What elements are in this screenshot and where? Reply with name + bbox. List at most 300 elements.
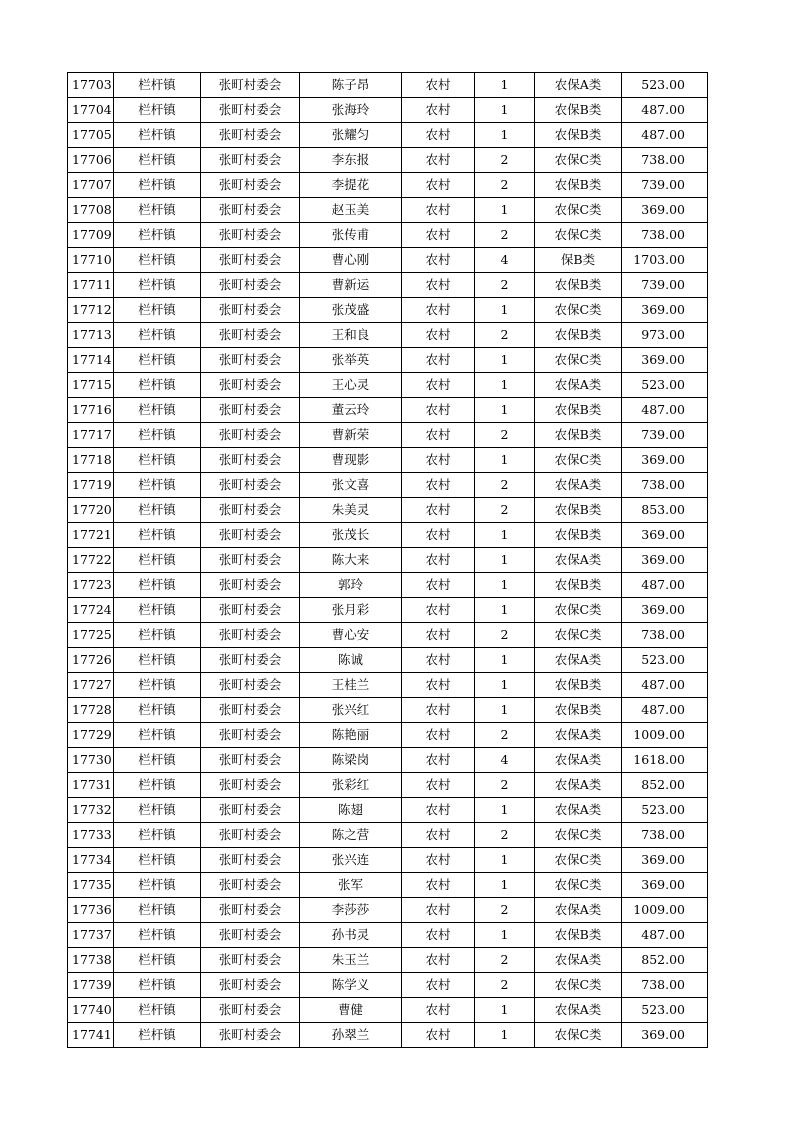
area-type-cell: 农村 [402,448,475,473]
table-row [68,923,708,948]
village-committee-cell: 张町村委会 [201,973,300,998]
area-type-cell: 农村 [402,323,475,348]
name-cell: 曹新运 [300,273,402,298]
village-committee-cell: 张町村委会 [201,623,300,648]
name-cell: 张军 [300,873,402,898]
village-committee-cell: 张町村委会 [201,848,300,873]
village-committee-cell: 张町村委会 [201,373,300,398]
town-cell: 栏杆镇 [114,148,201,173]
name-cell: 曹新荣 [300,423,402,448]
town-cell: 栏杆镇 [114,748,201,773]
household-count-cell: 1 [475,598,535,623]
record-id-cell: 17730 [68,748,114,773]
category-cell: 农保A类 [535,473,622,498]
town-cell: 栏杆镇 [114,673,201,698]
amount-cell: 369.00 [622,1023,708,1048]
table-row [68,823,708,848]
record-id-cell: 17732 [68,798,114,823]
area-type-cell: 农村 [402,848,475,873]
table-row [68,223,708,248]
record-id-cell: 17707 [68,173,114,198]
record-id-cell: 17706 [68,148,114,173]
town-cell: 栏杆镇 [114,398,201,423]
name-cell: 郭玲 [300,573,402,598]
amount-cell: 852.00 [622,773,708,798]
town-cell: 栏杆镇 [114,123,201,148]
name-cell: 陈艳丽 [300,723,402,748]
record-id-cell: 17736 [68,898,114,923]
category-cell: 农保B类 [535,323,622,348]
name-cell: 张耀匀 [300,123,402,148]
table-row [68,698,708,723]
name-cell: 陈梁岗 [300,748,402,773]
town-cell: 栏杆镇 [114,473,201,498]
table-row [68,948,708,973]
village-committee-cell: 张町村委会 [201,473,300,498]
area-type-cell: 农村 [402,473,475,498]
amount-cell: 738.00 [622,473,708,498]
amount-cell: 369.00 [622,198,708,223]
category-cell: 农保B类 [535,698,622,723]
name-cell: 张月彩 [300,598,402,623]
village-committee-cell: 张町村委会 [201,898,300,923]
household-count-cell: 2 [475,148,535,173]
table-row [68,748,708,773]
household-count-cell: 1 [475,523,535,548]
area-type-cell: 农村 [402,173,475,198]
town-cell: 栏杆镇 [114,598,201,623]
category-cell: 农保B类 [535,423,622,448]
category-cell: 农保C类 [535,223,622,248]
village-committee-cell: 张町村委会 [201,73,300,98]
village-committee-cell: 张町村委会 [201,998,300,1023]
table-row [68,673,708,698]
household-count-cell: 2 [475,623,535,648]
amount-cell: 738.00 [622,223,708,248]
category-cell: 农保B类 [535,273,622,298]
village-committee-cell: 张町村委会 [201,323,300,348]
village-committee-cell: 张町村委会 [201,223,300,248]
household-count-cell: 2 [475,498,535,523]
amount-cell: 852.00 [622,948,708,973]
area-type-cell: 农村 [402,198,475,223]
record-id-cell: 17737 [68,923,114,948]
area-type-cell: 农村 [402,998,475,1023]
household-count-cell: 1 [475,73,535,98]
town-cell: 栏杆镇 [114,923,201,948]
table-row [68,73,708,98]
category-cell: 农保C类 [535,848,622,873]
village-committee-cell: 张町村委会 [201,98,300,123]
name-cell: 张海玲 [300,98,402,123]
category-cell: 农保B类 [535,398,622,423]
area-type-cell: 农村 [402,73,475,98]
area-type-cell: 农村 [402,623,475,648]
village-committee-cell: 张町村委会 [201,948,300,973]
name-cell: 陈子昂 [300,73,402,98]
village-committee-cell: 张町村委会 [201,823,300,848]
area-type-cell: 农村 [402,748,475,773]
amount-cell: 487.00 [622,123,708,148]
town-cell: 栏杆镇 [114,423,201,448]
household-count-cell: 1 [475,448,535,473]
table-row [68,473,708,498]
record-id-cell: 17741 [68,1023,114,1048]
village-committee-cell: 张町村委会 [201,1023,300,1048]
category-cell: 保B类 [535,248,622,273]
category-cell: 农保B类 [535,523,622,548]
table-row [68,323,708,348]
table-row [68,873,708,898]
area-type-cell: 农村 [402,898,475,923]
household-count-cell: 1 [475,548,535,573]
record-id-cell: 17710 [68,248,114,273]
name-cell: 曹现影 [300,448,402,473]
area-type-cell: 农村 [402,598,475,623]
table-row [68,598,708,623]
name-cell: 李提花 [300,173,402,198]
table-row [68,798,708,823]
record-id-cell: 17725 [68,623,114,648]
category-cell: 农保A类 [535,73,622,98]
town-cell: 栏杆镇 [114,773,201,798]
town-cell: 栏杆镇 [114,723,201,748]
name-cell: 陈大来 [300,548,402,573]
record-id-cell: 17733 [68,823,114,848]
amount-cell: 738.00 [622,148,708,173]
village-committee-cell: 张町村委会 [201,598,300,623]
name-cell: 孙翠兰 [300,1023,402,1048]
table-row [68,998,708,1023]
category-cell: 农保C类 [535,448,622,473]
record-id-cell: 17715 [68,373,114,398]
table-row [68,498,708,523]
household-count-cell: 1 [475,673,535,698]
amount-cell: 739.00 [622,423,708,448]
category-cell: 农保C类 [535,598,622,623]
household-count-cell: 1 [475,873,535,898]
amount-cell: 1703.00 [622,248,708,273]
village-committee-cell: 张町村委会 [201,498,300,523]
town-cell: 栏杆镇 [114,623,201,648]
amount-cell: 523.00 [622,73,708,98]
table-row [68,348,708,373]
beneficiary-table [67,72,708,1048]
category-cell: 农保C类 [535,873,622,898]
household-count-cell: 1 [475,923,535,948]
village-committee-cell: 张町村委会 [201,873,300,898]
town-cell: 栏杆镇 [114,373,201,398]
town-cell: 栏杆镇 [114,173,201,198]
name-cell: 张举英 [300,348,402,373]
amount-cell: 973.00 [622,323,708,348]
village-committee-cell: 张町村委会 [201,123,300,148]
village-committee-cell: 张町村委会 [201,173,300,198]
village-committee-cell: 张町村委会 [201,248,300,273]
village-committee-cell: 张町村委会 [201,198,300,223]
table-row [68,148,708,173]
town-cell: 栏杆镇 [114,348,201,373]
category-cell: 农保C类 [535,1023,622,1048]
amount-cell: 738.00 [622,623,708,648]
table-row [68,548,708,573]
household-count-cell: 2 [475,223,535,248]
village-committee-cell: 张町村委会 [201,573,300,598]
category-cell: 农保C类 [535,298,622,323]
record-id-cell: 17718 [68,448,114,473]
record-id-cell: 17727 [68,673,114,698]
amount-cell: 487.00 [622,573,708,598]
household-count-cell: 1 [475,798,535,823]
amount-cell: 487.00 [622,98,708,123]
name-cell: 李莎莎 [300,898,402,923]
household-count-cell: 2 [475,173,535,198]
town-cell: 栏杆镇 [114,323,201,348]
record-id-cell: 17740 [68,998,114,1023]
town-cell: 栏杆镇 [114,573,201,598]
village-committee-cell: 张町村委会 [201,748,300,773]
village-committee-cell: 张町村委会 [201,698,300,723]
town-cell: 栏杆镇 [114,298,201,323]
record-id-cell: 17735 [68,873,114,898]
household-count-cell: 2 [475,973,535,998]
table-row [68,773,708,798]
category-cell: 农保B类 [535,498,622,523]
table-row [68,173,708,198]
village-committee-cell: 张町村委会 [201,648,300,673]
name-cell: 赵玉美 [300,198,402,223]
table-row [68,848,708,873]
record-id-cell: 17724 [68,598,114,623]
table-row [68,573,708,598]
amount-cell: 487.00 [622,398,708,423]
village-committee-cell: 张町村委会 [201,423,300,448]
area-type-cell: 农村 [402,873,475,898]
table-row [68,973,708,998]
name-cell: 张彩红 [300,773,402,798]
village-committee-cell: 张町村委会 [201,923,300,948]
household-count-cell: 1 [475,398,535,423]
area-type-cell: 农村 [402,548,475,573]
area-type-cell: 农村 [402,723,475,748]
record-id-cell: 17716 [68,398,114,423]
amount-cell: 369.00 [622,548,708,573]
record-id-cell: 17729 [68,723,114,748]
record-id-cell: 17731 [68,773,114,798]
village-committee-cell: 张町村委会 [201,673,300,698]
household-count-cell: 1 [475,348,535,373]
household-count-cell: 2 [475,473,535,498]
name-cell: 曹心安 [300,623,402,648]
category-cell: 农保C类 [535,148,622,173]
town-cell: 栏杆镇 [114,648,201,673]
town-cell: 栏杆镇 [114,698,201,723]
table-row [68,1023,708,1048]
area-type-cell: 农村 [402,823,475,848]
record-id-cell: 17708 [68,198,114,223]
area-type-cell: 农村 [402,273,475,298]
household-count-cell: 2 [475,423,535,448]
household-count-cell: 2 [475,898,535,923]
town-cell: 栏杆镇 [114,498,201,523]
name-cell: 陈学义 [300,973,402,998]
category-cell: 农保C类 [535,823,622,848]
record-id-cell: 17719 [68,473,114,498]
name-cell: 王桂兰 [300,673,402,698]
household-count-cell: 2 [475,323,535,348]
category-cell: 农保B类 [535,923,622,948]
record-id-cell: 17728 [68,698,114,723]
town-cell: 栏杆镇 [114,823,201,848]
amount-cell: 369.00 [622,448,708,473]
amount-cell: 738.00 [622,823,708,848]
household-count-cell: 2 [475,773,535,798]
record-id-cell: 17720 [68,498,114,523]
name-cell: 陈诚 [300,648,402,673]
category-cell: 农保A类 [535,723,622,748]
area-type-cell: 农村 [402,123,475,148]
area-type-cell: 农村 [402,948,475,973]
table-row [68,448,708,473]
town-cell: 栏杆镇 [114,248,201,273]
category-cell: 农保C类 [535,623,622,648]
area-type-cell: 农村 [402,398,475,423]
household-count-cell: 1 [475,998,535,1023]
category-cell: 农保A类 [535,548,622,573]
category-cell: 农保A类 [535,898,622,923]
category-cell: 农保A类 [535,998,622,1023]
town-cell: 栏杆镇 [114,973,201,998]
area-type-cell: 农村 [402,1023,475,1048]
category-cell: 农保A类 [535,748,622,773]
record-id-cell: 17712 [68,298,114,323]
table-row [68,123,708,148]
household-count-cell: 1 [475,698,535,723]
area-type-cell: 农村 [402,148,475,173]
name-cell: 李东报 [300,148,402,173]
record-id-cell: 17721 [68,523,114,548]
category-cell: 农保A类 [535,948,622,973]
name-cell: 张文喜 [300,473,402,498]
town-cell: 栏杆镇 [114,848,201,873]
name-cell: 张兴连 [300,848,402,873]
town-cell: 栏杆镇 [114,198,201,223]
record-id-cell: 17705 [68,123,114,148]
record-id-cell: 17722 [68,548,114,573]
town-cell: 栏杆镇 [114,948,201,973]
amount-cell: 738.00 [622,973,708,998]
amount-cell: 369.00 [622,598,708,623]
village-committee-cell: 张町村委会 [201,398,300,423]
category-cell: 农保A类 [535,648,622,673]
household-count-cell: 4 [475,748,535,773]
amount-cell: 853.00 [622,498,708,523]
table-row [68,723,708,748]
amount-cell: 369.00 [622,298,708,323]
area-type-cell: 农村 [402,298,475,323]
household-count-cell: 2 [475,948,535,973]
category-cell: 农保B类 [535,123,622,148]
amount-cell: 369.00 [622,873,708,898]
name-cell: 张茂盛 [300,298,402,323]
record-id-cell: 17723 [68,573,114,598]
record-id-cell: 17714 [68,348,114,373]
area-type-cell: 农村 [402,798,475,823]
amount-cell: 523.00 [622,648,708,673]
amount-cell: 487.00 [622,673,708,698]
name-cell: 王和良 [300,323,402,348]
town-cell: 栏杆镇 [114,273,201,298]
table-row [68,298,708,323]
area-type-cell: 农村 [402,498,475,523]
amount-cell: 523.00 [622,373,708,398]
table-row [68,648,708,673]
village-committee-cell: 张町村委会 [201,448,300,473]
town-cell: 栏杆镇 [114,873,201,898]
name-cell: 董云玲 [300,398,402,423]
name-cell: 朱美灵 [300,498,402,523]
area-type-cell: 农村 [402,698,475,723]
town-cell: 栏杆镇 [114,998,201,1023]
village-committee-cell: 张町村委会 [201,773,300,798]
amount-cell: 523.00 [622,798,708,823]
amount-cell: 1009.00 [622,898,708,923]
table-row [68,523,708,548]
town-cell: 栏杆镇 [114,798,201,823]
area-type-cell: 农村 [402,573,475,598]
name-cell: 张茂长 [300,523,402,548]
category-cell: 农保A类 [535,773,622,798]
amount-cell: 523.00 [622,998,708,1023]
village-committee-cell: 张町村委会 [201,548,300,573]
town-cell: 栏杆镇 [114,448,201,473]
category-cell: 农保B类 [535,98,622,123]
category-cell: 农保C类 [535,348,622,373]
household-count-cell: 1 [475,98,535,123]
area-type-cell: 农村 [402,923,475,948]
area-type-cell: 农村 [402,673,475,698]
household-count-cell: 1 [475,573,535,598]
name-cell: 朱玉兰 [300,948,402,973]
record-id-cell: 17713 [68,323,114,348]
area-type-cell: 农村 [402,648,475,673]
amount-cell: 1009.00 [622,723,708,748]
household-count-cell: 1 [475,648,535,673]
household-count-cell: 2 [475,823,535,848]
name-cell: 孙书灵 [300,923,402,948]
household-count-cell: 1 [475,373,535,398]
category-cell: 农保A类 [535,373,622,398]
town-cell: 栏杆镇 [114,898,201,923]
name-cell: 陈之营 [300,823,402,848]
household-count-cell: 1 [475,198,535,223]
amount-cell: 369.00 [622,348,708,373]
table-row [68,198,708,223]
table-row [68,98,708,123]
table-row [68,273,708,298]
name-cell: 陈翅 [300,798,402,823]
amount-cell: 739.00 [622,173,708,198]
record-id-cell: 17711 [68,273,114,298]
name-cell: 曹健 [300,998,402,1023]
table-body [68,73,708,1048]
record-id-cell: 17734 [68,848,114,873]
area-type-cell: 农村 [402,523,475,548]
household-count-cell: 1 [475,123,535,148]
amount-cell: 739.00 [622,273,708,298]
household-count-cell: 1 [475,848,535,873]
amount-cell: 1618.00 [622,748,708,773]
